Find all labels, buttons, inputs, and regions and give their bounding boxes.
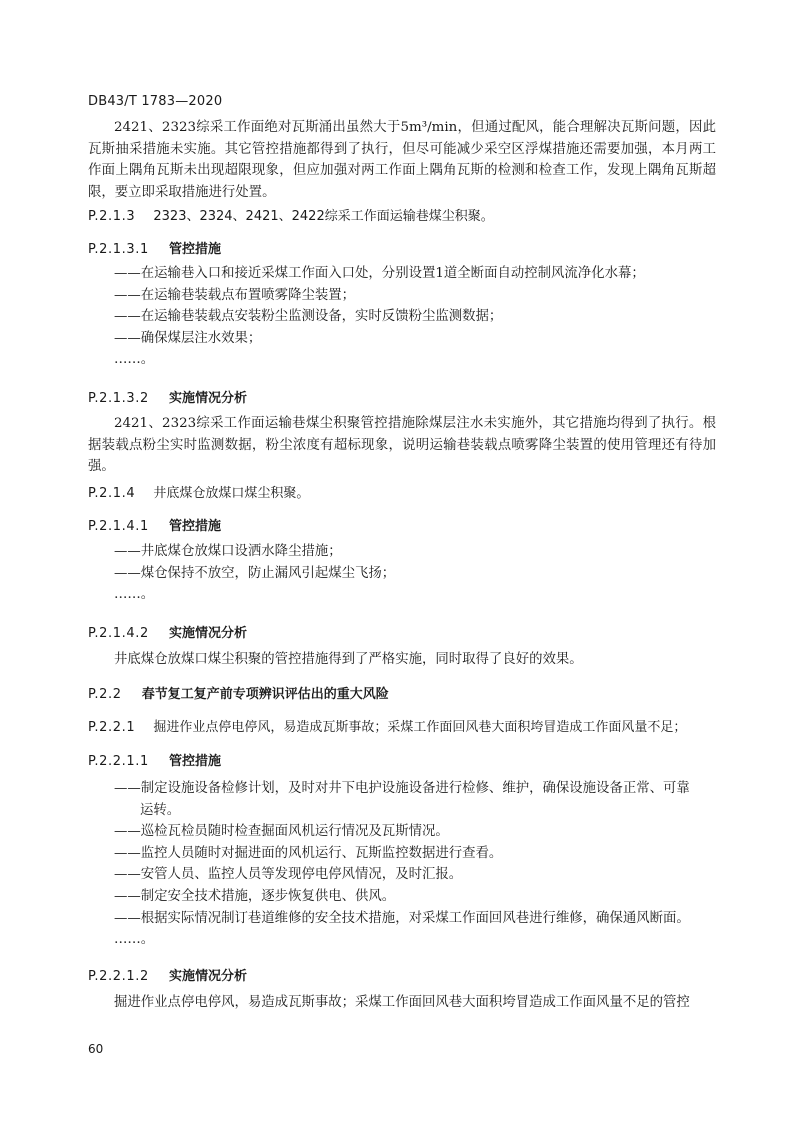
paragraph-power-outage-analysis: 掘进作业点停电停风，易造成瓦斯事故；采煤工作面回风巷大面积垮冒造成工作面风量不足的管控 [114,995,690,1010]
section-title: 管控措施 [168,754,221,769]
section-number: P.2.1.3 [88,209,136,224]
section-title: 2323、2324、2421、2422综采工作面运输巷煤尘积聚。 [153,209,494,224]
list-item: ……。 [114,587,155,603]
list-item [114,778,714,821]
section-heading-p2-1-4 [88,482,309,501]
section-title: 实施情况分析 [168,626,247,641]
section-number: P.2.1.4.1 [88,519,149,534]
list-item: ——井底煤仓放煤口设洒水降尘措施； [114,544,342,559]
section-number: P.2.1.3.2 [88,391,149,406]
section-heading-p2-2-1 [88,716,686,735]
section-title: 实施情况分析 [168,969,247,984]
paragraph-dust-analysis: 2421、2323综采工作面运输巷煤尘积聚管控措施除煤层注水未实施外，其它措施均得到了执行。根据装载点粉尘实时监测数据，粉尘浓度有超标现象，说明运输巷装载点喷雾降尘装置的使用管理还有待加强。 [88,416,716,475]
section-heading-p2-1-4-1 [88,515,221,534]
section-title: 春节复工复产前专项辨识评估出的重大风险 [141,687,389,702]
standard-number: DB43/T 1783—2020 [88,94,223,109]
page-number: 60 [88,1042,104,1056]
section-title: 掘进作业点停电停风，易造成瓦斯事故；采煤工作面回风巷大面积垮冒造成工作面风量不足； [153,720,687,735]
list-item: ……。 [114,352,155,368]
list-item: ——监控人员随时对掘进面的风机运行、瓦斯监控数据进行查看。 [114,845,503,861]
list-item-continuation: 运转。 [140,802,181,818]
section-title: 实施情况分析 [168,391,247,406]
list-item: ——制定安全技术措施，逐步恢复供电、供风。 [114,888,396,904]
section-heading-p2-2-1-1 [88,750,221,769]
list-item: ——确保煤层注水效果； [114,330,262,346]
section-heading-p2-1-3-1 [88,238,221,257]
section-number: P.2.2.1.2 [88,969,149,984]
list-item: ——在运输巷装载点安装粉尘监测设备，实时反馈粉尘监测数据； [114,309,503,325]
section-number: P.2.1.4.2 [88,626,149,641]
section-heading-p2-1-3 [88,205,494,224]
section-title: 管控措施 [168,519,221,534]
section-number: P.2.2.1.1 [88,754,149,769]
section-title: 井底煤仓放煤口煤尘积聚。 [153,486,310,501]
section-title: 管控措施 [168,242,221,257]
list-item: ——煤仓保持不放空，防止漏风引起煤尘飞扬； [114,565,396,581]
list-item: ——巡检瓦检员随时检查掘面风机运行情况及瓦斯情况。 [114,824,449,840]
section-heading-p2-2 [88,683,389,702]
paragraph-silo-analysis: 井底煤仓放煤口煤尘积聚的管控措施得到了严格实施，同时取得了良好的效果。 [114,652,583,667]
measures-list-1 [114,263,714,371]
section-heading-p2-2-1-2 [88,965,247,984]
section-heading-p2-1-3-2 [88,387,247,406]
section-number: P.2.2.1 [88,720,136,735]
list-item: ——根据实际情况制订巷道维修的安全技术措施，对采煤工作面回风巷进行维修，确保通风断面。 [114,910,690,926]
measures-list-3 [114,778,714,951]
list-item: ——在运输巷入口和接近采煤工作面入口处，分别设置1道全断面自动控制风流净化水幕； [114,266,645,281]
list-item: ——在运输巷装载点布置喷雾降尘装置； [114,287,356,303]
measures-list-2 [114,541,714,606]
section-number: P.2.2 [88,687,122,702]
list-item: ——安管人员、监控人员等发现停电停风情况，及时汇报。 [114,867,463,883]
paragraph-gas-analysis: 2421、2323综采工作面绝对瓦斯涌出虽然大于5m³/min，但通过配风，能合理解决瓦斯问题，因此瓦斯抽采措施未实施。其它管控措施都得到了执行，但尽可能减少采空区浮煤措施还需要加强，本月两工作面上隅角瓦斯未出现超限现象，但应加强对两工作面上隅角瓦斯的检测和检查工作，发现上隅角瓦斯超限，要立即采取措施进行处置。 [88,120,716,200]
section-number: P.2.1.3.1 [88,242,149,257]
section-number: P.2.1.4 [88,486,136,501]
section-heading-p2-1-4-2 [88,622,247,641]
list-item: ……。 [114,932,155,948]
list-item-text: ——制定设施设备检修计划，及时对井下电护设施设备进行检修、维护，确保设施设备正常、可靠 [114,781,690,796]
